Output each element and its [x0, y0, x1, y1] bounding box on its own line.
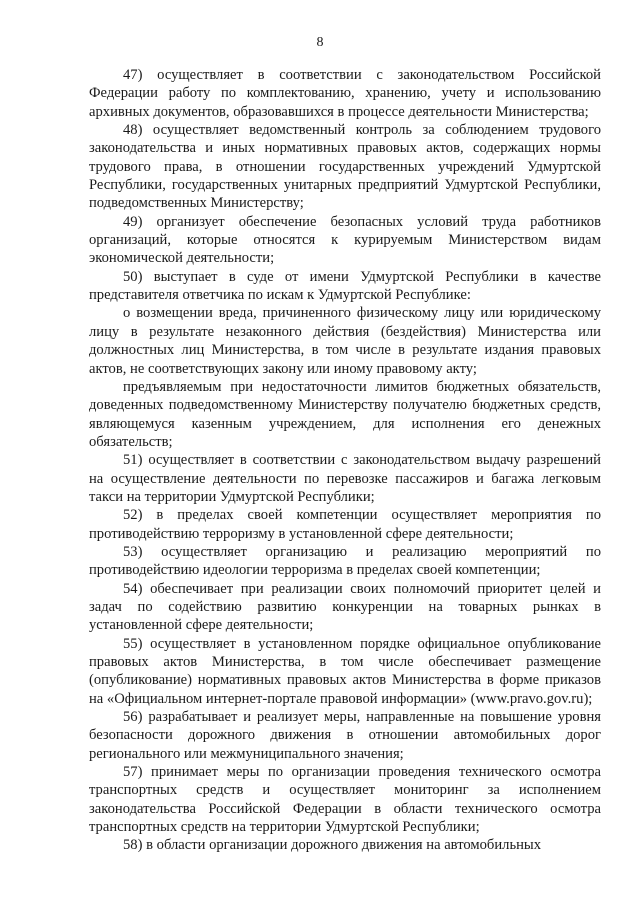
- paragraph-49: 49) организует обеспечение безопасных условий труда работников организаций, которые относятся к курируемым Министерством видам экономической деятельности;: [89, 213, 601, 267]
- paragraph-50-item-damages: о возмещении вреда, причиненного физическому лицу или юридическому лицу в результате незаконного действия (бездействия) Министерства или должностных лиц Министерства, в том числе в результате издания правовых актов, не соответствующих закону или иному правовому акту;: [89, 305, 601, 377]
- paragraph-53: 53) осуществляет организацию и реализацию мероприятий по противодействию идеологии терроризма в пределах своей компетенции;: [89, 543, 601, 579]
- document-body: [89, 66, 601, 855]
- paragraph-50: 50) выступает в суде от имени Удмуртской Республики в качестве представителя ответчика по искам к Удмуртской Республике:: [89, 268, 601, 304]
- paragraph-54: 54) обеспечивает при реализации своих полномочий приоритет целей и задач по содействию развитию конкуренции на товарных рынках в установленной сфере деятельности;: [89, 580, 601, 634]
- paragraph-56: 56) разрабатывает и реализует меры, направленные на повышение уровня безопасности дорожного движения в отношении автомобильных дорог регионального или межмуниципального значения;: [89, 709, 601, 762]
- paragraph-47: 47) осуществляет в соответствии с законодательством Российской Федерации работу по комплектованию, хранению, учету и использованию архивных документов, образовавшихся в процессе деятельности Министерства;: [89, 67, 601, 120]
- paragraph-58: 58) в области организации дорожного движения на автомобильных: [123, 837, 542, 854]
- paragraph-51: 51) осуществляет в соответствии с законодательством выдачу разрешений на осуществление деятельности по перевозке пассажиров и багажа легковым такси на территории Удмуртской Республики;: [89, 452, 601, 505]
- paragraph-57: 57) принимает меры по организации проведения технического осмотра транспортных средств и осуществляет мониторинг за исполнением законодательства Российской Федерации в области технического осмотра транспортных средств на территории Удмуртской Республики;: [89, 764, 601, 836]
- paragraph-48: 48) осуществляет ведомственный контроль за соблюдением трудового законодательства и иных нормативных правовых актов, содержащих нормы трудового права, в отношении государственных учреждений Удмуртской Республики, государственных унитарных предприятий Удмуртской Республики, подведомственных Министерству;: [89, 122, 601, 212]
- paragraph-52: 52) в пределах своей компетенции осуществляет мероприятия по противодействию терроризму в установленной сфере деятельности;: [89, 507, 601, 542]
- page-number: 8: [316, 35, 324, 50]
- paragraph-55: 55) осуществляет в установленном порядке официальное опубликование правовых актов Министерства, в том числе обеспечивает размещение (опубликование) нормативных правовых актов Министерства в форме приказов на «Официальном интернет-портале правовой информации» (www.pravo.gov.ru);: [89, 635, 601, 707]
- paragraph-50-item-limits: предъявляемым при недостаточности лимитов бюджетных обязательств, доведенных подведомственному Министерству получателю бюджетных средств, являющемуся казенным учреждением, для исполнения его денежных обязательств;: [89, 378, 601, 450]
